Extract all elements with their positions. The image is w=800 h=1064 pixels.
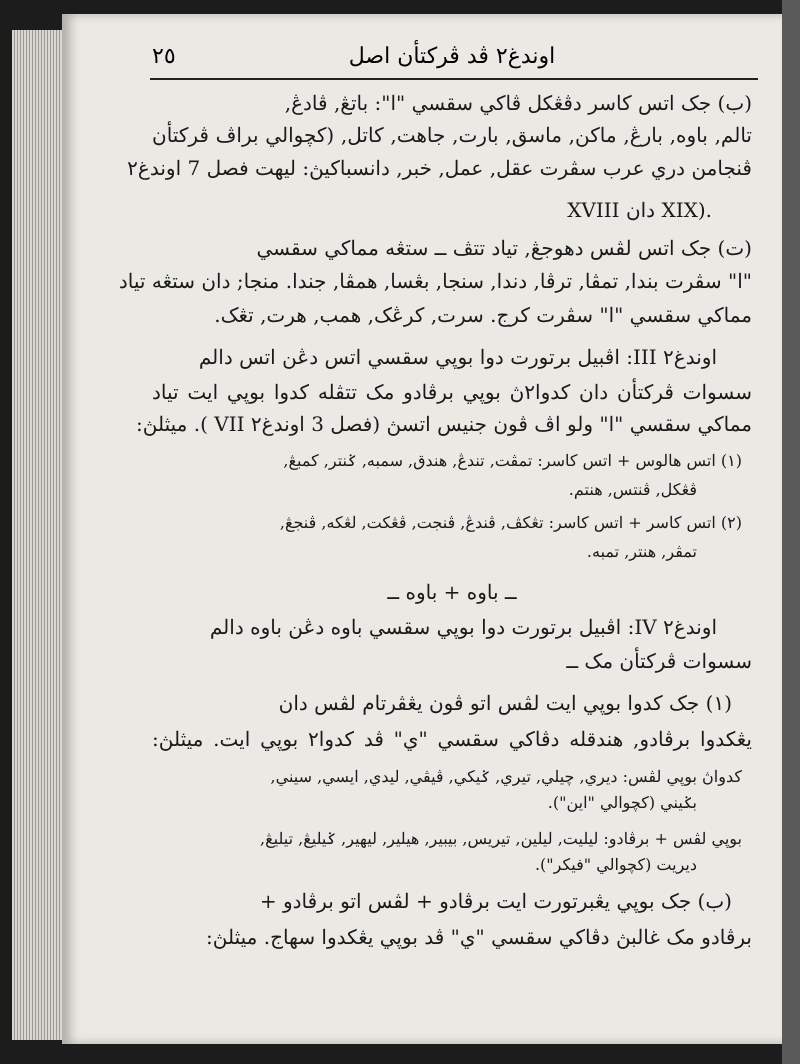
text-line: XVIII دان XIX). — [567, 198, 712, 222]
text-line: بوڽي لڤس + برڤادو: ليليت, ليلين, تيريس, بيبير, هيلير, ليهير, ݢيليڠ, تيليڠ, — [260, 829, 742, 848]
list-item: (ب) جک بوڽي يڠبرتورت ايت برڤادو + لڤس اتو برڤادو + — [259, 889, 732, 913]
text-line: بݢيني (کچوالي "اين"). — [547, 793, 697, 812]
text-line: مماکي سقسي "ا" سڤرت کرج. سرت, کرڠک, همب, هرت, تڠک. — [214, 303, 752, 327]
text-line: سسوات ڤرکتأن دان کدوا٢ڽ بوڽي برڤادو مک تتڤله کدوا بوڽي ايت تياد — [152, 380, 752, 404]
list-item: (١) جک کدوا بوڽي ايت لڤس اتو ڤون يڠڤرتام لڤس دان — [278, 691, 732, 715]
page-number: ٢٥ — [152, 44, 176, 69]
text-line: اوندغ٢ IV: اڤبيل برتورت دوا بوڽي سقسي باوه دڠن باوه دالم — [209, 615, 717, 639]
book-page — [62, 14, 782, 1044]
list-item: (١) اتس هالوس + اتس کاسر: تمڤت, تندڠ, هندق, سمبه, ݢنتر, کمبڠ, — [283, 451, 742, 470]
text-line: ديريت (کچوالي "فيکر"). — [534, 855, 697, 874]
text-line: يڠکدوا برڤادو, هندقله دڤاکي سقسي "ي" ڤد کدوا٢ بوڽي ايت. ميثلڽ: — [152, 727, 752, 751]
running-header — [152, 44, 752, 74]
text-line: مماکي سقسي "ا" ولو اڤ ڤون جنيس اتسڽ (فصل 3 اوندغ٢ VII ). ميثلڽ: — [136, 412, 752, 436]
text-line: ڤنجامن دري عرب سڤرت عقل, عمل, خبر, دانسباکيڽ: ليهت فصل 7 اوندغ٢ — [127, 156, 752, 180]
text-line: (ت) جک اتس لڤس دهوجڠ, تياد تتڤ ــ ستڠه مماکي سقسي — [256, 236, 752, 260]
scan-border — [782, 0, 800, 1064]
header-title: اوندغ٢ ڤد ڤرکتأن اصل — [348, 44, 556, 69]
text-line: اوندغ٢ III: اڤبيل برتورت دوا بوڽي سقسي اتس دڠن اتس دالم — [198, 345, 717, 369]
text-line: (ب) جک اتس کاسر دڤڠکل ڤاکي سقسي "ا": باتڠ, ڤادڠ, — [284, 91, 752, 115]
text-line: سسوات ڤرکتأن مک ــ — [566, 649, 752, 673]
header-rule — [150, 78, 758, 80]
text-line: تالم, باوه, بارڠ, ماکن, ماسق, بارت, جاهت, کاتل, (کچوالي براڤ ڤرکتأن — [152, 123, 752, 147]
text-line: برڤادو مک غالبڽ دڤاکي سقسي "ي" ڤد بوڽي يڠکدوا سهاج. ميثلڽ: — [206, 925, 752, 949]
text-line: کدواڽ بوڽي لڤس: ديري, چيلي, تيري, ݢيکي, ڤيڤي, ليدي, ايسي, سيني, — [270, 767, 742, 786]
text-line: ڤڠکل, ڤنتس, هنتم. — [568, 480, 697, 499]
section-heading: ــ باوه + باوه ــ — [387, 580, 517, 604]
text-line: "ا" سڤرت بندا, تمڤا, ترڤا, دندا, سنجا, بڠسا, همڤا, جندا. منجا; دان ستڠه تياد — [118, 269, 752, 293]
text-line: تمڤر, هنتر, تمبه. — [586, 542, 697, 561]
list-item: (٢) اتس کاسر + اتس کاسر: تڠکڤ, ڤندڠ, ڤنجت, ڤڠکت, لڠکه, ڤنجڠ, — [279, 513, 742, 532]
